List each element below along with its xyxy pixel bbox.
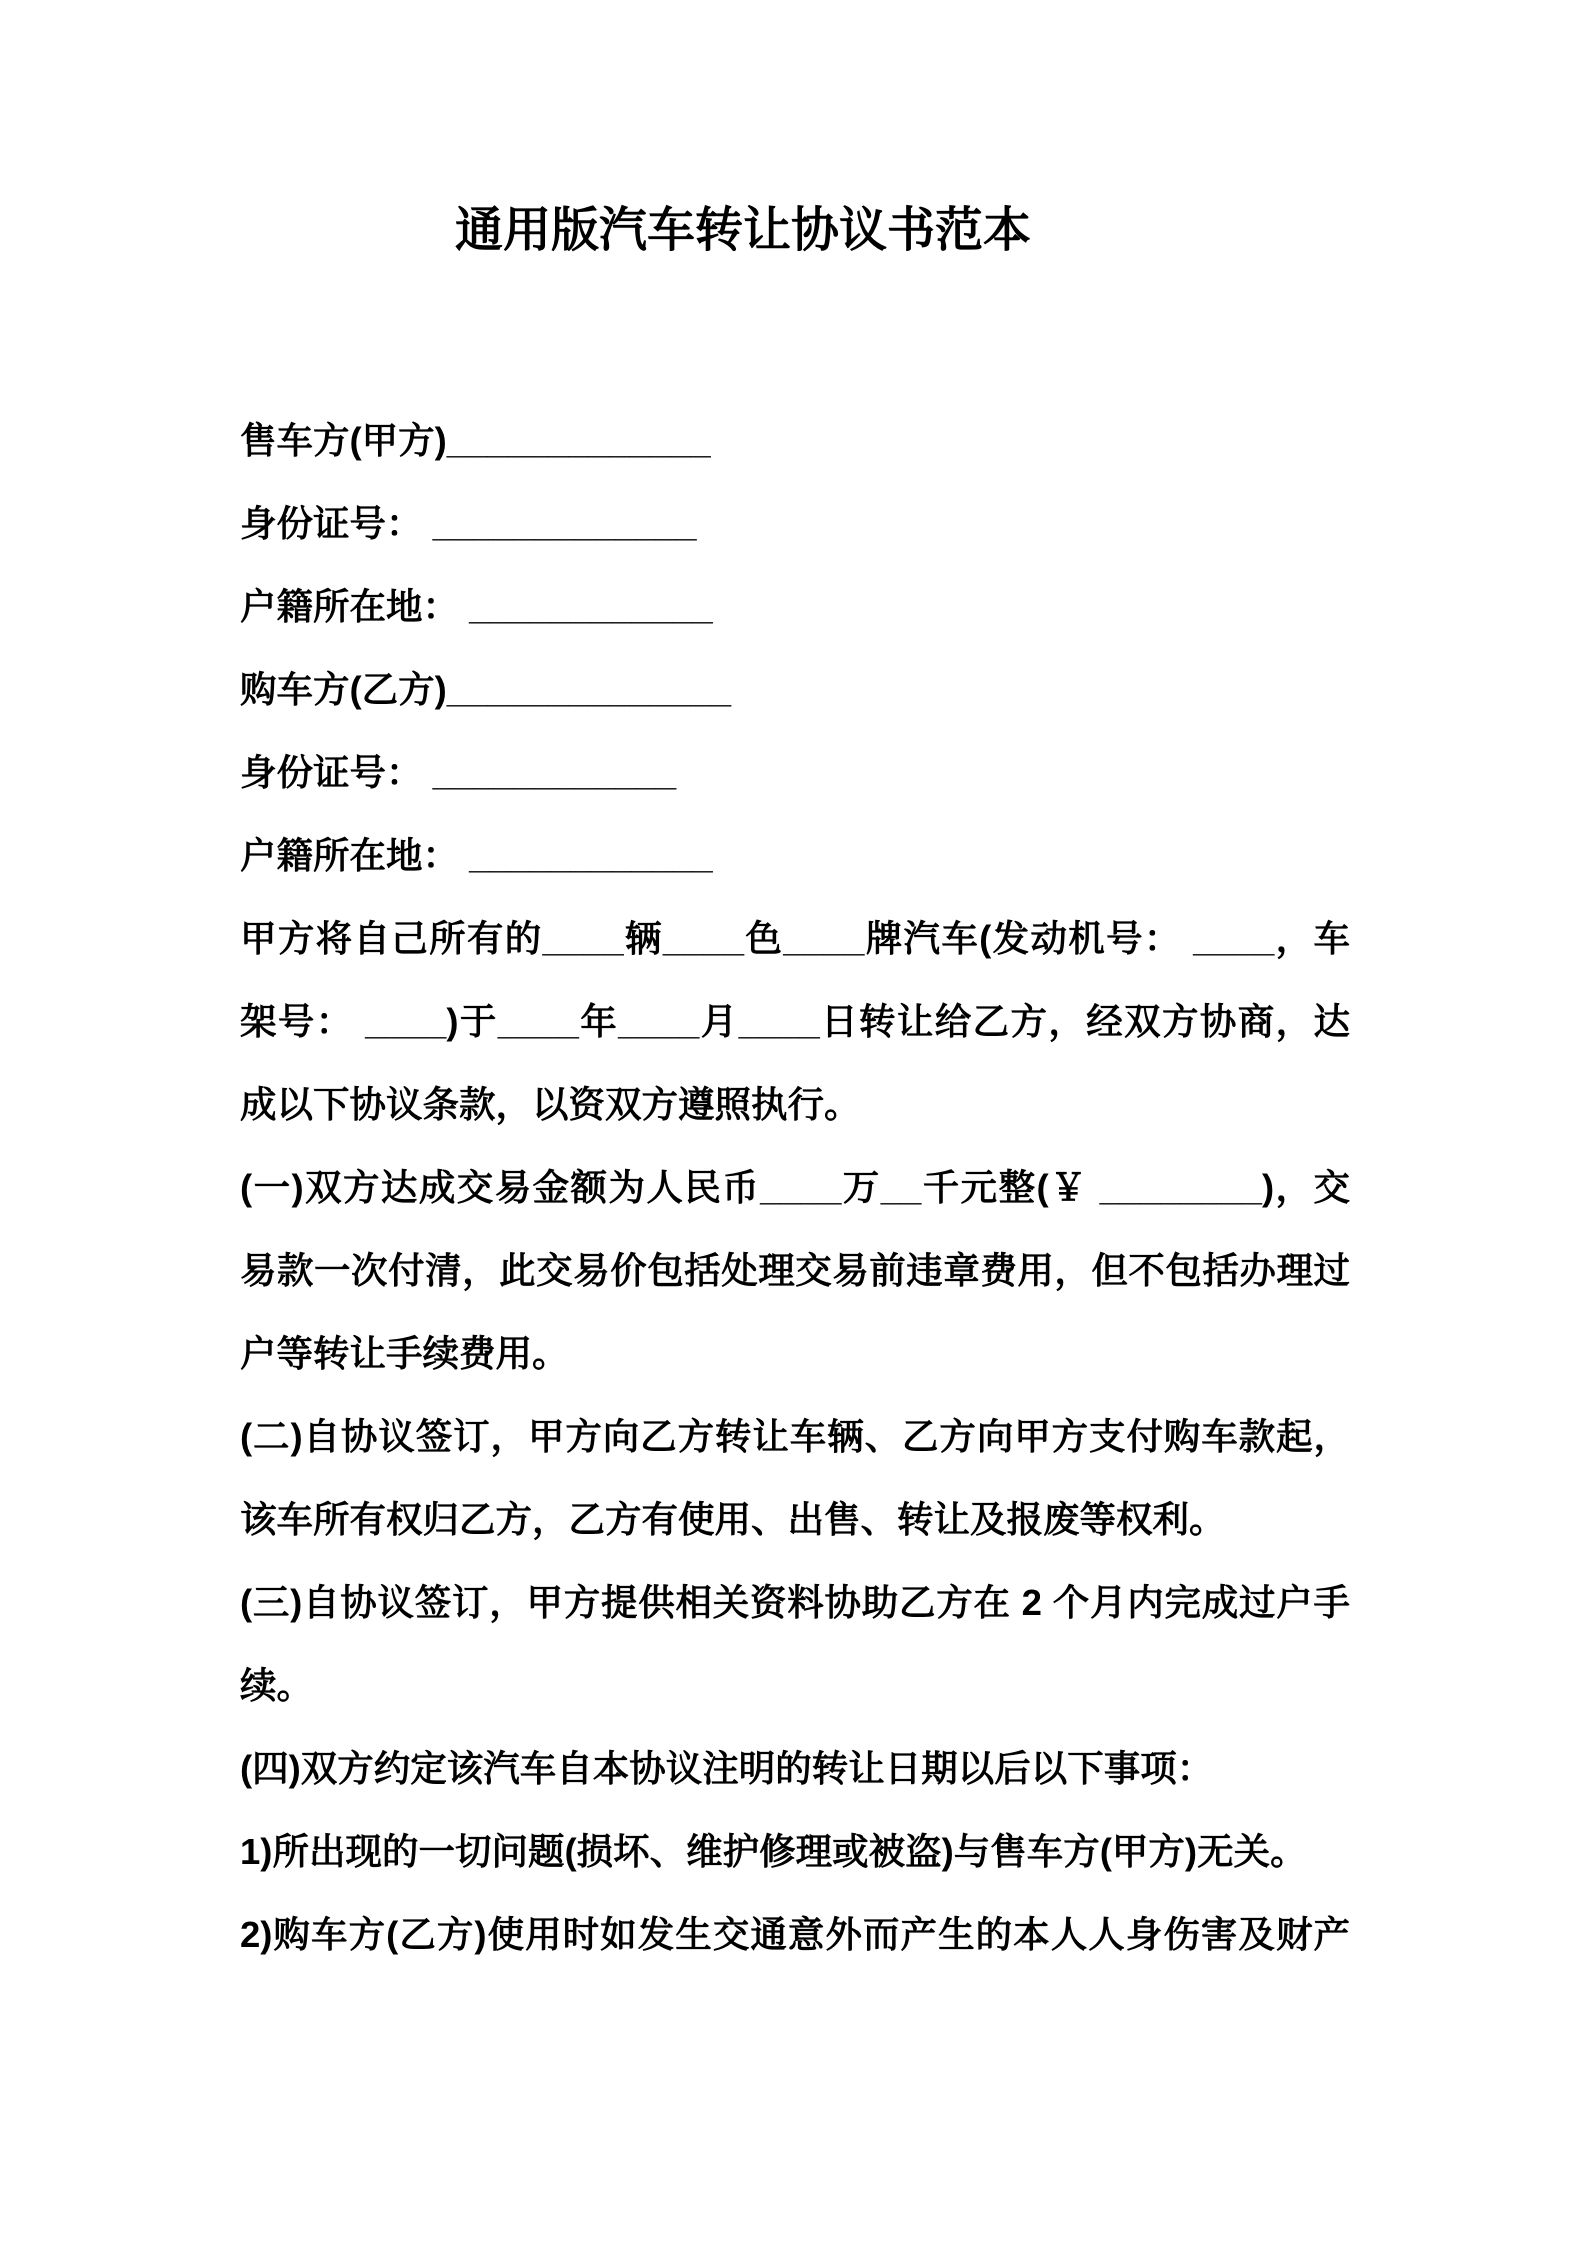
line-clause4-heading: (四)双方约定该汽车自本协议注明的转让日期以后以下事项： [240, 1748, 1214, 1789]
line-buyer-party: 购车方(乙方)______________ [240, 669, 732, 710]
line-clause2-2: 该车所有权归乙方，乙方有使用、出售、转让及报废等权利。 [240, 1499, 1226, 1540]
line-clause4-item1: 1)所出现的一切问题(损坏、维护修理或被盗)与售车方(甲方)无关。 [240, 1831, 1307, 1872]
line-preamble-1: 甲方将自己所有的____辆____色____牌汽车(发动机号： ____，车 [240, 918, 1350, 959]
document-body [240, 399, 1350, 1976]
line-clause3-1: (三)自协议签订，甲方提供相关资料协助乙方在 2 个月内完成过户手 [240, 1582, 1350, 1623]
line-preamble-2: 架号： ____)于____年____月____日转让给乙方，经双方协商，达 [240, 1001, 1350, 1042]
line-clause3-2: 续。 [240, 1665, 313, 1706]
line-buyer-id: 身份证号： ____________ [240, 752, 677, 793]
line-clause2-1: (二)自协议签订，甲方向乙方转让车辆、乙方向甲方支付购车款起， [240, 1416, 1350, 1457]
line-clause1-2: 易款一次付清，此交易价包括处理交易前违章费用，但不包括办理过 [240, 1250, 1350, 1291]
line-buyer-residence: 户籍所在地： ____________ [240, 835, 713, 876]
line-clause4-item2: 2)购车方(乙方)使用时如发生交通意外而产生的本人人身伤害及财产 [240, 1914, 1350, 1955]
line-seller-party: 售车方(甲方)_____________ [240, 420, 711, 461]
line-preamble-3: 成以下协议条款，以资双方遵照执行。 [240, 1084, 861, 1125]
line-clause1-1: (一)双方达成交易金额为人民币____万__千元整(￥ ________)，交 [240, 1167, 1350, 1208]
document-title: 通用版汽车转让协议书范本 [455, 204, 1032, 257]
line-seller-residence: 户籍所在地： ____________ [240, 586, 713, 627]
line-seller-id: 身份证号： _____________ [240, 503, 697, 544]
line-clause1-3: 户等转让手续费用。 [240, 1333, 569, 1374]
